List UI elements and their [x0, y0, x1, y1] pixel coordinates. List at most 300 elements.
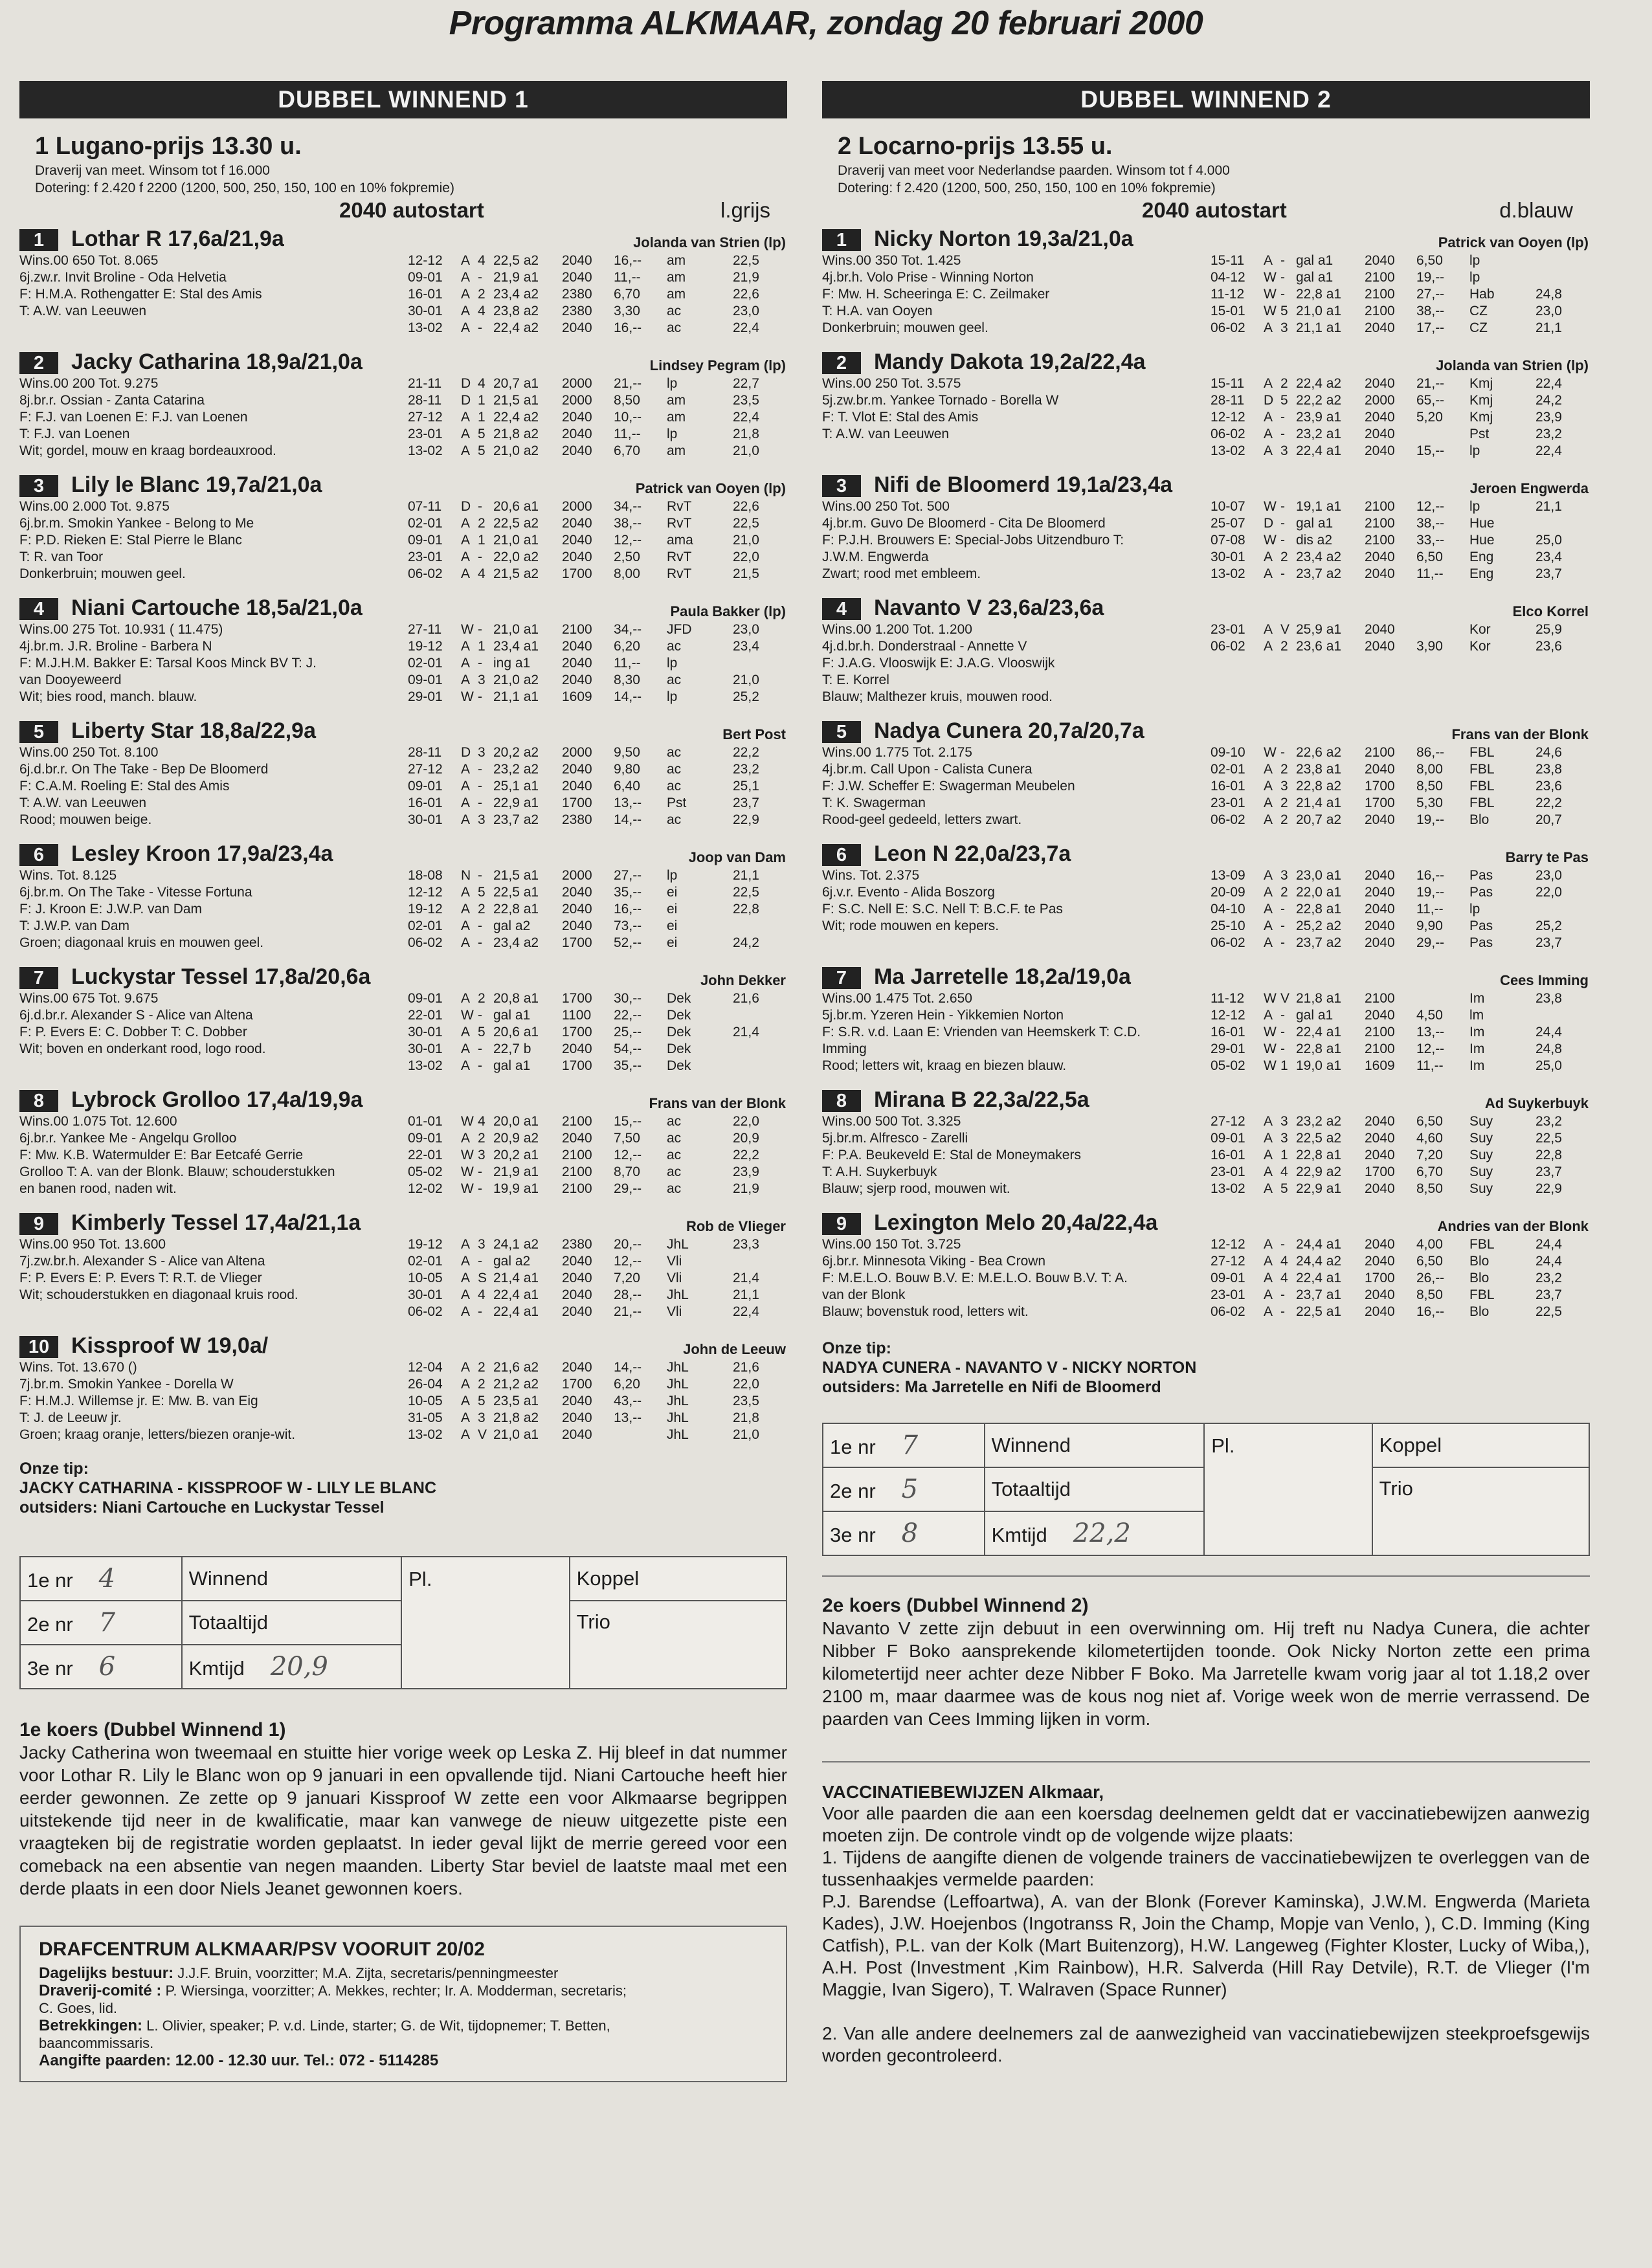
- performance-cell: 2040: [562, 427, 592, 441]
- performance-cell: 5: [1280, 393, 1288, 408]
- performance-cell: A: [461, 1237, 471, 1252]
- tip-label: Onze tip:: [822, 1339, 891, 1357]
- performance-cell: 4: [478, 253, 486, 268]
- horse-info-line: F: H.M.J. Willemse jr. E: Mw. B. van Eig: [19, 1394, 258, 1408]
- performance-cell: 09-01: [408, 1131, 443, 1146]
- performance-cell: A: [1264, 902, 1273, 917]
- performance-cell: 16,--: [1416, 1304, 1445, 1319]
- performance-cell: Pas: [1469, 918, 1493, 933]
- performance-cell: 21,4: [733, 1271, 759, 1285]
- performance-cell: -: [1280, 566, 1285, 581]
- horse-info-line: Wins. Tot. 2.375: [822, 868, 920, 883]
- performance-row: [1211, 549, 1590, 566]
- performance-cell: 73,--: [614, 918, 642, 933]
- performance-cell: 22,4: [733, 320, 759, 335]
- performance-table: [1211, 621, 1590, 655]
- performance-cell: Blo: [1469, 1271, 1490, 1285]
- start-number: 10: [19, 1336, 58, 1358]
- performance-cell: 4: [1280, 1271, 1288, 1285]
- performance-cell: 23,9 a1: [1296, 410, 1342, 425]
- performance-cell: 21,1 a1: [493, 689, 539, 704]
- horse-info-line: 4j.br.m. Call Upon - Calista Cunera: [822, 762, 1032, 777]
- horse-info-line: F: C.A.M. Roeling E: Stal des Amis: [19, 779, 230, 794]
- performance-cell: 22,9: [733, 812, 759, 827]
- performance-cell: 2: [1280, 885, 1288, 900]
- performance-cell: 22,0: [733, 1377, 759, 1392]
- performance-row: [1211, 935, 1590, 951]
- horse-info-line: Groen; diagonaal kruis en mouwen geel.: [19, 935, 264, 950]
- performance-cell: 22,5: [1535, 1131, 1562, 1146]
- performance-cell: 35,--: [614, 1058, 642, 1073]
- horse-entry: [822, 227, 1590, 350]
- performance-row: [408, 935, 787, 951]
- performance-cell: D: [1264, 393, 1274, 408]
- vaccination-point-1: 1. Tijdens de aangifte dienen de volgende trainers de vaccinatiebewijzen te overleggen van de tussenhaakjes vermelde paarden:: [822, 1847, 1590, 1889]
- box-betrekkingen-cont: baancommissaris.: [39, 2035, 154, 2051]
- performance-cell: A: [1264, 885, 1273, 900]
- comment-text: Jacky Catherina won tweemaal en stuitte hier vorige week op Leska Z. Hij bleef in dat nummer voor Lothar R. Lily le Blanc won op 9 januari in een opvallende tijd. Niani Cartouche heeft hier eerder gewonnen. Ze zette op 9 januari Kissproof W zette een voor Alkmaarse begrippen uitstekende tijd neer in de kwalificatie, maar kan vanwege de nieuw uitgezette piste een vraagteken bij de registratie worden geplaatst. In ieder geval lijkt de merrie gereed voor een comeback na een absentie van negen maanden. Liberty Star beviel de laatste maal met een derde plaats in een door Niels Jeanet gewonnen koers.: [19, 1742, 787, 1898]
- performance-cell: -: [478, 779, 482, 794]
- horse-info-line: Wins.00 250 Tot. 500: [822, 499, 950, 514]
- performance-cell: 12-12: [1211, 1237, 1245, 1252]
- performance-cell: 25,2: [1535, 918, 1562, 933]
- performance-row: [408, 1393, 787, 1410]
- performance-cell: 19,--: [1416, 885, 1445, 900]
- performance-cell: Im: [1469, 1041, 1485, 1056]
- performance-cell: 21,0: [733, 673, 759, 687]
- performance-row: [408, 303, 787, 320]
- performance-cell: 27-12: [1211, 1254, 1245, 1269]
- performance-cell: 22,7: [733, 376, 759, 391]
- performance-cell: -: [1280, 516, 1285, 531]
- horse-info: [822, 498, 1204, 583]
- performance-cell: 2000: [562, 393, 592, 408]
- performance-cell: 09-01: [408, 779, 443, 794]
- horse-entry: [822, 718, 1590, 841]
- performance-cell: Hab: [1469, 287, 1495, 302]
- performance-cell: 2040: [1365, 868, 1395, 883]
- performance-cell: 22,4: [1535, 376, 1562, 391]
- horse-info-line: Wins. Tot. 13.670 (): [19, 1360, 137, 1375]
- performance-row: [1211, 515, 1590, 532]
- performance-cell: 23-01: [1211, 1287, 1245, 1302]
- performance-row: [1211, 252, 1590, 269]
- performance-cell: 29-01: [1211, 1041, 1245, 1056]
- performance-cell: 06-02: [408, 1304, 443, 1319]
- performance-cell: 16,--: [614, 253, 642, 268]
- performance-cell: 2040: [562, 516, 592, 531]
- performance-cell: A: [461, 1410, 471, 1425]
- performance-cell: 16-01: [1211, 1148, 1245, 1162]
- performance-cell: JhL: [667, 1377, 689, 1392]
- performance-cell: 2040: [1365, 1131, 1395, 1146]
- performance-row: [1211, 638, 1590, 655]
- horse-info-line: Wit; rode mouwen en kepers.: [822, 918, 999, 933]
- performance-cell: 2040: [1365, 935, 1395, 950]
- performance-cell: 12-12: [408, 253, 443, 268]
- performance-cell: lp: [667, 868, 678, 883]
- performance-cell: 12,--: [1416, 1041, 1445, 1056]
- performance-cell: 23,7: [1535, 935, 1562, 950]
- performance-cell: FBL: [1469, 1287, 1495, 1302]
- horse-name: Kissproof W 19,0a/: [71, 1333, 269, 1358]
- performance-cell: 23,2 a2: [1296, 1114, 1342, 1129]
- performance-table: [408, 498, 787, 583]
- performance-cell: 22,5: [733, 253, 759, 268]
- performance-cell: Suy: [1469, 1114, 1493, 1129]
- performance-table: [408, 621, 787, 706]
- performance-cell: 21,9 a1: [493, 1164, 539, 1179]
- performance-row: [408, 252, 787, 269]
- performance-cell: 23-01: [1211, 795, 1245, 810]
- performance-cell: 29,--: [614, 1181, 642, 1196]
- performance-row: [1211, 867, 1590, 884]
- performance-cell: 22,4 a1: [493, 1304, 539, 1319]
- horse-info-line: T: E. Korrel: [822, 673, 889, 687]
- performance-cell: 21,9: [733, 270, 759, 285]
- performance-cell: 24,6: [1535, 745, 1562, 760]
- horse-info-line: Wins.00 1.075 Tot. 12.600: [19, 1114, 177, 1129]
- performance-cell: 2040: [562, 1394, 592, 1408]
- performance-cell: 8,50: [1416, 779, 1443, 794]
- performance-cell: 22,4 a1: [1296, 443, 1342, 458]
- performance-cell: 2040: [1365, 1181, 1395, 1196]
- performance-cell: 25,2 a2: [1296, 918, 1342, 933]
- performance-cell: -: [1280, 499, 1285, 514]
- performance-cell: W: [1264, 287, 1277, 302]
- performance-cell: 16,--: [1416, 868, 1445, 883]
- horse-info-line: 4j.br.m. J.R. Broline - Barbera N: [19, 639, 212, 654]
- performance-cell: -: [478, 1008, 482, 1023]
- horse-info-line: F: J. Kroon E: J.W.P. van Dam: [19, 902, 203, 917]
- performance-cell: FBL: [1469, 745, 1495, 760]
- horse-info: [19, 1236, 401, 1304]
- performance-cell: N: [461, 868, 471, 883]
- performance-cell: 11-12: [1211, 287, 1245, 302]
- performance-cell: -: [1280, 1287, 1285, 1302]
- performance-row: [1211, 320, 1590, 337]
- race-distance: 2040 autostart: [339, 198, 484, 222]
- driver-name: Jeroen Engwerda: [1469, 480, 1589, 496]
- performance-cell: 2040: [1365, 902, 1395, 917]
- performance-cell: A: [461, 533, 471, 548]
- performance-row: [408, 1376, 787, 1393]
- performance-row: [1211, 1058, 1590, 1074]
- performance-cell: 24,4 a1: [1296, 1237, 1342, 1252]
- horse-info-line: Zwart; rood met embleem.: [822, 566, 981, 581]
- performance-cell: 27-12: [408, 410, 443, 425]
- performance-cell: JhL: [667, 1287, 689, 1302]
- performance-cell: 09-01: [1211, 1131, 1245, 1146]
- performance-cell: 1700: [1365, 1164, 1395, 1179]
- performance-cell: 21,0 a2: [493, 443, 539, 458]
- performance-row: [1211, 375, 1590, 392]
- performance-row: [1211, 1007, 1590, 1024]
- box-aangifte: Aangifte paarden: 12.00 - 12.30 uur. Tel.: 072 - 5114285: [39, 2052, 439, 2069]
- driver-name: Paula Bakker (lp): [670, 603, 786, 619]
- performance-cell: 2: [478, 1360, 486, 1375]
- performance-cell: 2040: [562, 253, 592, 268]
- performance-cell: -: [1280, 410, 1285, 425]
- performance-cell: 22,8 a1: [1296, 287, 1342, 302]
- performance-cell: 4: [1280, 1254, 1288, 1269]
- performance-cell: 20-09: [1211, 885, 1245, 900]
- performance-row: [408, 443, 787, 460]
- performance-cell: A: [1264, 812, 1273, 827]
- performance-cell: 3: [1280, 443, 1288, 458]
- performance-cell: A: [461, 1025, 471, 1040]
- performance-cell: JhL: [667, 1237, 689, 1252]
- performance-cell: 20,0 a1: [493, 1114, 539, 1129]
- performance-cell: ac: [667, 304, 682, 318]
- performance-cell: ac: [667, 1148, 682, 1162]
- horse-info-line: Donkerbruin; mouwen geel.: [822, 320, 988, 335]
- horse-info-line: Wins.00 650 Tot. 8.065: [19, 253, 159, 268]
- performance-cell: 23,7: [733, 795, 759, 810]
- performance-cell: 15,--: [614, 1114, 642, 1129]
- performance-cell: 28-11: [408, 745, 442, 760]
- performance-cell: JhL: [667, 1360, 689, 1375]
- performance-cell: -: [478, 270, 482, 285]
- performance-cell: 15-11: [1211, 376, 1245, 391]
- performance-cell: 26-04: [408, 1377, 443, 1392]
- performance-cell: 22,8 a1: [1296, 1148, 1342, 1162]
- performance-cell: 13-02: [1211, 566, 1245, 581]
- tip-outsiders: outsiders: Ma Jarretelle en Nifi de Bloomerd: [822, 1378, 1161, 1396]
- performance-cell: A: [1264, 550, 1273, 564]
- horse-info-line: F: M.J.H.M. Bakker E: Tarsal Koos Minck BV T: J.: [19, 656, 317, 671]
- driver-name: Bert Post: [722, 726, 786, 742]
- horse-name: Navanto V 23,6a/23,6a: [874, 595, 1104, 620]
- performance-cell: -: [478, 1041, 482, 1056]
- performance-cell: 2040: [1365, 1254, 1395, 1269]
- performance-cell: 5: [478, 885, 486, 900]
- drafcentrum-box: [19, 1926, 787, 2082]
- performance-cell: W: [461, 1181, 474, 1196]
- performance-cell: 21,0 a1: [1296, 304, 1342, 318]
- horse-info-line: 4j.d.br.h. Donderstraal - Annette V: [822, 639, 1027, 654]
- performance-cell: A: [461, 1360, 471, 1375]
- performance-cell: 23,4 a2: [1296, 550, 1342, 564]
- performance-table: [1211, 1236, 1590, 1320]
- performance-cell: 21,0 a1: [493, 533, 539, 548]
- performance-cell: 20,7 a1: [493, 376, 539, 391]
- performance-cell: W: [461, 1008, 474, 1023]
- horse-info-line: T: R. van Toor: [19, 550, 104, 564]
- performance-cell: 65,--: [1416, 393, 1445, 408]
- performance-cell: 23,6: [1535, 779, 1562, 794]
- performance-cell: W: [1264, 1041, 1277, 1056]
- performance-cell: 23,2: [733, 762, 759, 777]
- performance-cell: -: [478, 320, 482, 335]
- horse-info-line: F: P. Evers E: P. Evers T: R.T. de Vlieger: [19, 1271, 262, 1285]
- performance-row: [1211, 918, 1590, 935]
- horse-info-line: T: H.A. van Ooyen: [822, 304, 933, 318]
- handwritten-kmtijd: 20,9: [270, 1652, 328, 1682]
- performance-cell: 3: [1280, 320, 1288, 335]
- performance-cell: Pas: [1469, 868, 1493, 883]
- performance-row: [408, 1041, 787, 1058]
- performance-cell: 3: [1280, 868, 1288, 883]
- performance-cell: 2: [478, 287, 486, 302]
- performance-cell: 12,--: [614, 533, 642, 548]
- performance-cell: 02-01: [408, 918, 443, 933]
- performance-cell: 20,2 a2: [493, 745, 539, 760]
- performance-cell: 15-01: [1211, 304, 1245, 318]
- performance-cell: 1700: [562, 1377, 592, 1392]
- performance-cell: 1: [1280, 1058, 1288, 1073]
- horse-info: [19, 375, 401, 460]
- performance-row: [408, 409, 787, 426]
- performance-cell: 8,70: [614, 1164, 640, 1179]
- performance-cell: 6,70: [614, 443, 640, 458]
- performance-row: [1211, 269, 1590, 286]
- performance-cell: 12-12: [1211, 1008, 1245, 1023]
- performance-row: [1211, 392, 1590, 409]
- performance-cell: 23,0 a1: [1296, 868, 1342, 883]
- horse-info-line: F: J.W. Scheffer E: Swagerman Meubelen: [822, 779, 1075, 794]
- performance-row: [408, 498, 787, 515]
- performance-cell: 2040: [562, 885, 592, 900]
- horse-info-line: Donkerbruin; mouwen geel.: [19, 566, 186, 581]
- performance-cell: Suy: [1469, 1148, 1493, 1162]
- performance-cell: Kor: [1469, 639, 1491, 654]
- page-title: Programma ALKMAAR, zondag 20 februari 2000: [449, 5, 1203, 42]
- performance-cell: 5: [1280, 304, 1288, 318]
- driver-name: Andries van der Blonk: [1437, 1218, 1589, 1234]
- performance-cell: 23,3: [733, 1237, 759, 1252]
- performance-cell: Eng: [1469, 566, 1494, 581]
- performance-cell: 13-02: [1211, 1181, 1245, 1196]
- performance-cell: 19,9 a1: [493, 1181, 539, 1196]
- performance-cell: 2040: [1365, 918, 1395, 933]
- performance-cell: 21,6: [733, 991, 759, 1006]
- performance-cell: A: [461, 287, 471, 302]
- performance-cell: 15-11: [1211, 253, 1245, 268]
- performance-cell: 21,5 a2: [493, 566, 539, 581]
- start-number: 1: [19, 229, 58, 251]
- horse-name: Nifi de Bloomerd 19,1a/23,4a: [874, 472, 1173, 497]
- horse-info-line: T: K. Swagerman: [822, 795, 926, 810]
- performance-table: [1211, 375, 1590, 460]
- horse-info-line: Wins.00 950 Tot. 13.600: [19, 1237, 166, 1252]
- performance-cell: Suy: [1469, 1164, 1493, 1179]
- performance-cell: A: [1264, 1254, 1273, 1269]
- performance-cell: lp: [1469, 499, 1480, 514]
- performance-row: [408, 884, 787, 901]
- performance-row: [1211, 566, 1590, 583]
- performance-row: [1211, 426, 1590, 443]
- performance-cell: Kmj: [1469, 376, 1493, 391]
- horse-info-line: T: A.W. van Leeuwen: [19, 795, 147, 810]
- performance-cell: 06-02: [1211, 320, 1245, 335]
- performance-row: [1211, 1270, 1590, 1287]
- performance-cell: 11,--: [1416, 1058, 1444, 1073]
- performance-cell: Im: [1469, 1058, 1485, 1073]
- driver-name: Patrick van Ooyen (lp): [635, 480, 786, 496]
- tip-main: JACKY CATHARINA - KISSPROOF W - LILY LE BLANC: [19, 1479, 437, 1497]
- performance-cell: 10-05: [408, 1271, 443, 1285]
- start-number: 4: [19, 598, 58, 620]
- performance-row: [408, 1304, 787, 1320]
- horse-list: [19, 227, 787, 1456]
- horse-info-line: F: Mw. H. Scheeringa E: C. Zeilmaker: [822, 287, 1050, 302]
- performance-row: [1211, 1113, 1590, 1130]
- performance-cell: 22,2 a2: [1296, 393, 1342, 408]
- horse-entry: [822, 350, 1590, 472]
- performance-cell: 22,4 a2: [1296, 376, 1342, 391]
- performance-cell: 24,8: [1535, 287, 1562, 302]
- horse-info-line: 6j.br.r. Minnesota Viking - Bea Crown: [822, 1254, 1046, 1269]
- driver-name: Rob de Vlieger: [686, 1218, 786, 1234]
- trio-cell: Trio: [1372, 1467, 1589, 1555]
- performance-cell: A: [461, 443, 471, 458]
- horse-name: Nicky Norton 19,3a/21,0a: [874, 227, 1133, 251]
- performance-cell: 2040: [1365, 1304, 1395, 1319]
- performance-cell: 3,30: [614, 304, 640, 318]
- performance-cell: A: [461, 1304, 471, 1319]
- performance-cell: 21,0 a1: [493, 622, 539, 637]
- performance-cell: 13,--: [614, 1410, 642, 1425]
- performance-cell: 2040: [1365, 320, 1395, 335]
- performance-cell: 30-01: [1211, 550, 1245, 564]
- vaccination-trainers: P.J. Barendse (Leffoartwa), A. van der Blonk (Forever Kaminska), J.W.M. Engwerda (Marieta Kades), J.W. Hoejenbos (Ingotranss R, Join the Champ, Mopje van Venlo, ), C.D. Imming (King Catfish), P.L. van der Kolk (Mart Buitenzorg), H.W. Langeweg (Fighter Kloster, Lucky of Wiba,), A.H. Post (Investment ,Kim Rainbow), H.R. Salverda (Hill Ray Detvile), R.T. de Vlieger (I'm Maggie, Ivan Sigero), T. Walraven (Space Runner): [822, 1891, 1590, 1999]
- performance-cell: 25,1: [733, 779, 759, 794]
- performance-cell: 19,--: [1416, 812, 1445, 827]
- performance-cell: 2040: [562, 1041, 592, 1056]
- performance-cell: A: [1264, 1131, 1273, 1146]
- performance-cell: 2040: [1365, 639, 1395, 654]
- tip-block: [19, 1459, 787, 1517]
- performance-cell: 23,4: [733, 639, 759, 654]
- box-comite-cont: C. Goes, lid.: [39, 2000, 118, 2016]
- start-number: 9: [822, 1213, 861, 1235]
- performance-table: [1211, 498, 1590, 583]
- performance-cell: A: [1264, 795, 1273, 810]
- horse-name: Nadya Cunera 20,7a/20,7a: [874, 718, 1144, 743]
- performance-cell: 6,20: [614, 1377, 640, 1392]
- performance-cell: 24,4 a2: [1296, 1254, 1342, 1269]
- performance-row: [1211, 1181, 1590, 1197]
- performance-cell: A: [461, 918, 471, 933]
- performance-table: [1211, 1113, 1590, 1197]
- performance-cell: am: [667, 253, 686, 268]
- performance-cell: 25,0: [1535, 1058, 1562, 1073]
- performance-row: [1211, 990, 1590, 1007]
- performance-cell: 2040: [1365, 1008, 1395, 1023]
- performance-cell: 38,--: [1416, 304, 1445, 318]
- performance-cell: FBL: [1469, 1237, 1495, 1252]
- performance-cell: 23,7: [1535, 1164, 1562, 1179]
- performance-cell: am: [667, 443, 686, 458]
- performance-cell: 22,5 a2: [493, 516, 539, 531]
- performance-cell: 30-01: [408, 1025, 443, 1040]
- start-number: 5: [19, 721, 58, 743]
- section-band: DUBBEL WINNEND 1: [19, 81, 787, 118]
- performance-cell: 21,4 a1: [1296, 795, 1342, 810]
- performance-row: [1211, 443, 1590, 460]
- performance-cell: 4: [478, 376, 486, 391]
- performance-cell: 23,7 a1: [1296, 1287, 1342, 1302]
- performance-cell: A: [461, 902, 471, 917]
- performance-cell: 22,0: [733, 1114, 759, 1129]
- performance-cell: 23,6 a1: [1296, 639, 1342, 654]
- horse-name: Lesley Kroon 17,9a/23,4a: [71, 841, 333, 866]
- performance-cell: 2000: [562, 376, 592, 391]
- performance-row: [1211, 884, 1590, 901]
- performance-cell: 1700: [562, 935, 592, 950]
- box-label-betrekkingen: Betrekkingen:: [39, 2017, 143, 2034]
